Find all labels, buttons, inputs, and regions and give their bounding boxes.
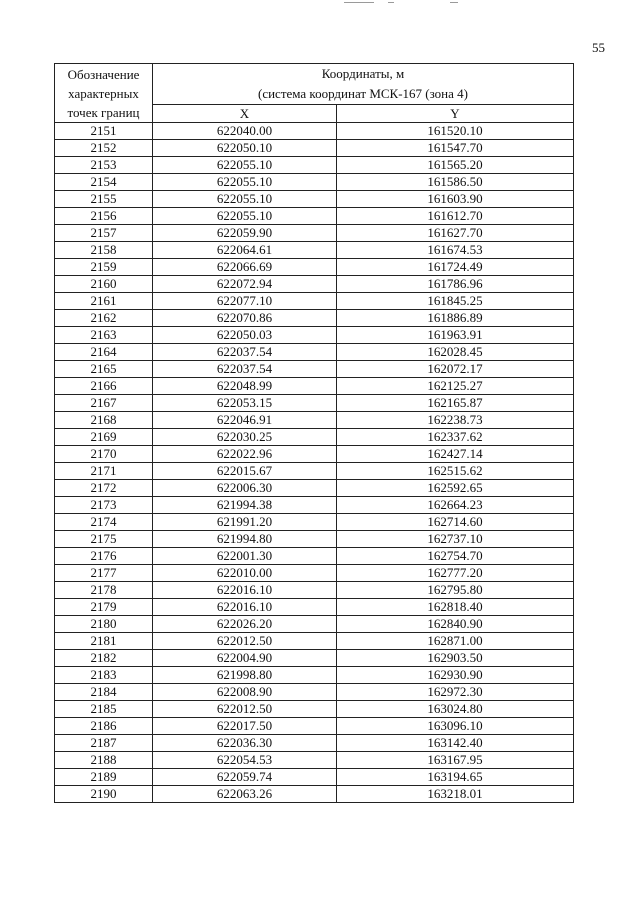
point-id-cell: 2179 [55,599,153,616]
y-coordinate-cell: 162754.70 [337,548,574,565]
table-row [55,633,574,650]
coordinates-header-system: (система координат МСК-167 (зона 4) [258,86,468,101]
x-coordinate-cell: 622070.86 [153,310,337,327]
table-row [55,361,574,378]
point-id-cell: 2157 [55,225,153,242]
point-id-cell: 2188 [55,752,153,769]
x-coordinate-cell: 621994.38 [153,497,337,514]
y-coordinate-cell: 162515.62 [337,463,574,480]
x-coordinate-cell: 622063.26 [153,786,337,803]
coordinates-table [54,63,574,803]
point-id-cell: 2185 [55,701,153,718]
point-id-cell: 2186 [55,718,153,735]
y-coordinate-cell: 162840.90 [337,616,574,633]
table-row [55,157,574,174]
x-coordinate-cell: 622017.50 [153,718,337,735]
y-coordinate-cell: 162737.10 [337,531,574,548]
x-coordinate-cell: 622053.15 [153,395,337,412]
x-coordinate-cell: 622012.50 [153,633,337,650]
y-coordinate-cell: 163167.95 [337,752,574,769]
point-id-cell: 2165 [55,361,153,378]
point-id-cell: 2172 [55,480,153,497]
y-column-header: Y [337,105,574,123]
table-row [55,446,574,463]
y-coordinate-cell: 161724.49 [337,259,574,276]
coordinates-header-title: Координаты, м [321,66,405,81]
point-id-cell: 2189 [55,769,153,786]
table-row [55,735,574,752]
x-coordinate-cell: 622055.10 [153,157,337,174]
table-row [55,310,574,327]
x-coordinate-cell: 622059.90 [153,225,337,242]
table-row [55,174,574,191]
y-coordinate-cell: 162028.45 [337,344,574,361]
point-column-header [55,64,153,123]
x-coordinate-cell: 622055.10 [153,191,337,208]
point-header-line: Обозначение [67,66,140,82]
point-id-cell: 2177 [55,565,153,582]
y-coordinate-cell: 162072.17 [337,361,574,378]
point-id-cell: 2190 [55,786,153,803]
y-coordinate-cell: 163024.80 [337,701,574,718]
point-id-cell: 2178 [55,582,153,599]
x-coordinate-cell: 621998.80 [153,667,337,684]
x-coordinate-cell: 622064.61 [153,242,337,259]
table-row [55,514,574,531]
table-row [55,684,574,701]
table-row [55,650,574,667]
point-id-cell: 2166 [55,378,153,395]
x-coordinate-cell: 622050.10 [153,140,337,157]
point-id-cell: 2184 [55,684,153,701]
table-row [55,395,574,412]
point-id-cell: 2187 [55,735,153,752]
table-row [55,480,574,497]
table-row [55,259,574,276]
y-coordinate-cell: 161565.20 [337,157,574,174]
x-coordinate-cell: 622016.10 [153,599,337,616]
x-coordinate-cell: 622022.96 [153,446,337,463]
x-coordinate-cell: 622072.94 [153,276,337,293]
y-coordinate-cell: 162427.14 [337,446,574,463]
point-id-cell: 2170 [55,446,153,463]
table-row [55,599,574,616]
table-row [55,191,574,208]
x-coordinate-cell: 622048.99 [153,378,337,395]
point-id-cell: 2162 [55,310,153,327]
y-coordinate-cell: 161547.70 [337,140,574,157]
y-coordinate-cell: 161612.70 [337,208,574,225]
y-coordinate-cell: 162592.65 [337,480,574,497]
x-coordinate-cell: 622037.54 [153,344,337,361]
point-id-cell: 2151 [55,123,153,140]
table-row [55,531,574,548]
y-coordinate-cell: 162714.60 [337,514,574,531]
point-id-cell: 2171 [55,463,153,480]
point-id-cell: 2160 [55,276,153,293]
y-coordinate-cell: 162238.73 [337,412,574,429]
table-header-row [55,64,574,105]
y-coordinate-cell: 162777.20 [337,565,574,582]
y-coordinate-cell: 161586.50 [337,174,574,191]
point-id-cell: 2161 [55,293,153,310]
y-coordinate-cell: 161963.91 [337,327,574,344]
x-coordinate-cell: 622036.30 [153,735,337,752]
point-id-cell: 2156 [55,208,153,225]
table-row [55,752,574,769]
y-coordinate-cell: 162903.50 [337,650,574,667]
page-number: 55 [592,40,605,55]
x-coordinate-cell: 622054.53 [153,752,337,769]
y-coordinate-cell: 162930.90 [337,667,574,684]
x-coordinate-cell: 622026.20 [153,616,337,633]
table-row [55,565,574,582]
y-coordinate-cell: 162337.62 [337,429,574,446]
x-coordinate-cell: 622012.50 [153,701,337,718]
y-coordinate-cell: 162795.80 [337,582,574,599]
point-id-cell: 2169 [55,429,153,446]
table-row [55,667,574,684]
table-row [55,293,574,310]
table-row [55,344,574,361]
y-coordinate-cell: 161603.90 [337,191,574,208]
y-coordinate-cell: 163096.10 [337,718,574,735]
y-coordinate-cell: 161786.96 [337,276,574,293]
y-coordinate-cell: 161520.10 [337,123,574,140]
table-row [55,140,574,157]
point-id-cell: 2176 [55,548,153,565]
point-id-cell: 2181 [55,633,153,650]
y-coordinate-cell: 162125.27 [337,378,574,395]
table-row [55,718,574,735]
point-id-cell: 2182 [55,650,153,667]
x-coordinate-cell: 622016.10 [153,582,337,599]
table-row [55,378,574,395]
point-header-line: характерных [68,85,139,101]
table-row [55,327,574,344]
point-id-cell: 2180 [55,616,153,633]
point-id-cell: 2163 [55,327,153,344]
table-row [55,463,574,480]
y-coordinate-cell: 163194.65 [337,769,574,786]
table-row [55,225,574,242]
table-row [55,208,574,225]
table-row [55,123,574,140]
y-coordinate-cell: 162165.87 [337,395,574,412]
x-coordinate-cell: 622015.67 [153,463,337,480]
table-row [55,429,574,446]
point-id-cell: 2154 [55,174,153,191]
y-coordinate-cell: 161627.70 [337,225,574,242]
y-coordinate-cell: 163142.40 [337,735,574,752]
point-id-cell: 2175 [55,531,153,548]
x-coordinate-cell: 622004.90 [153,650,337,667]
y-coordinate-cell: 163218.01 [337,786,574,803]
x-coordinate-cell: 622008.90 [153,684,337,701]
x-coordinate-cell: 622066.69 [153,259,337,276]
x-coordinate-cell: 622030.25 [153,429,337,446]
x-coordinate-cell: 622010.00 [153,565,337,582]
y-coordinate-cell: 162664.23 [337,497,574,514]
x-coordinate-cell: 622055.10 [153,174,337,191]
table-row [55,582,574,599]
table-row [55,412,574,429]
point-id-cell: 2183 [55,667,153,684]
point-id-cell: 2164 [55,344,153,361]
x-coordinate-cell: 622046.91 [153,412,337,429]
x-coordinate-cell: 622040.00 [153,123,337,140]
x-column-header: X [153,105,337,123]
table-row [55,616,574,633]
table-row [55,242,574,259]
point-id-cell: 2158 [55,242,153,259]
x-coordinate-cell: 622050.03 [153,327,337,344]
point-id-cell: 2152 [55,140,153,157]
table-body [55,123,574,803]
y-coordinate-cell: 161674.53 [337,242,574,259]
table-row [55,276,574,293]
x-coordinate-cell: 622077.10 [153,293,337,310]
point-id-cell: 2168 [55,412,153,429]
x-coordinate-cell: 622037.54 [153,361,337,378]
point-id-cell: 2174 [55,514,153,531]
table-row [55,786,574,803]
x-coordinate-cell: 622055.10 [153,208,337,225]
coordinates-header [153,64,574,105]
x-coordinate-cell: 622006.30 [153,480,337,497]
x-coordinate-cell: 622059.74 [153,769,337,786]
table-row [55,769,574,786]
table-row [55,701,574,718]
point-id-cell: 2153 [55,157,153,174]
y-coordinate-cell: 162818.40 [337,599,574,616]
x-coordinate-cell: 621991.20 [153,514,337,531]
point-id-cell: 2173 [55,497,153,514]
y-coordinate-cell: 161845.25 [337,293,574,310]
table-row [55,497,574,514]
point-id-cell: 2167 [55,395,153,412]
point-id-cell: 2159 [55,259,153,276]
x-coordinate-cell: 622001.30 [153,548,337,565]
scan-artifact [340,0,480,6]
point-id-cell: 2155 [55,191,153,208]
x-coordinate-cell: 621994.80 [153,531,337,548]
table-row [55,548,574,565]
y-coordinate-cell: 162972.30 [337,684,574,701]
y-coordinate-cell: 161886.89 [337,310,574,327]
y-coordinate-cell: 162871.00 [337,633,574,650]
point-header-line: точек границ [67,104,140,120]
